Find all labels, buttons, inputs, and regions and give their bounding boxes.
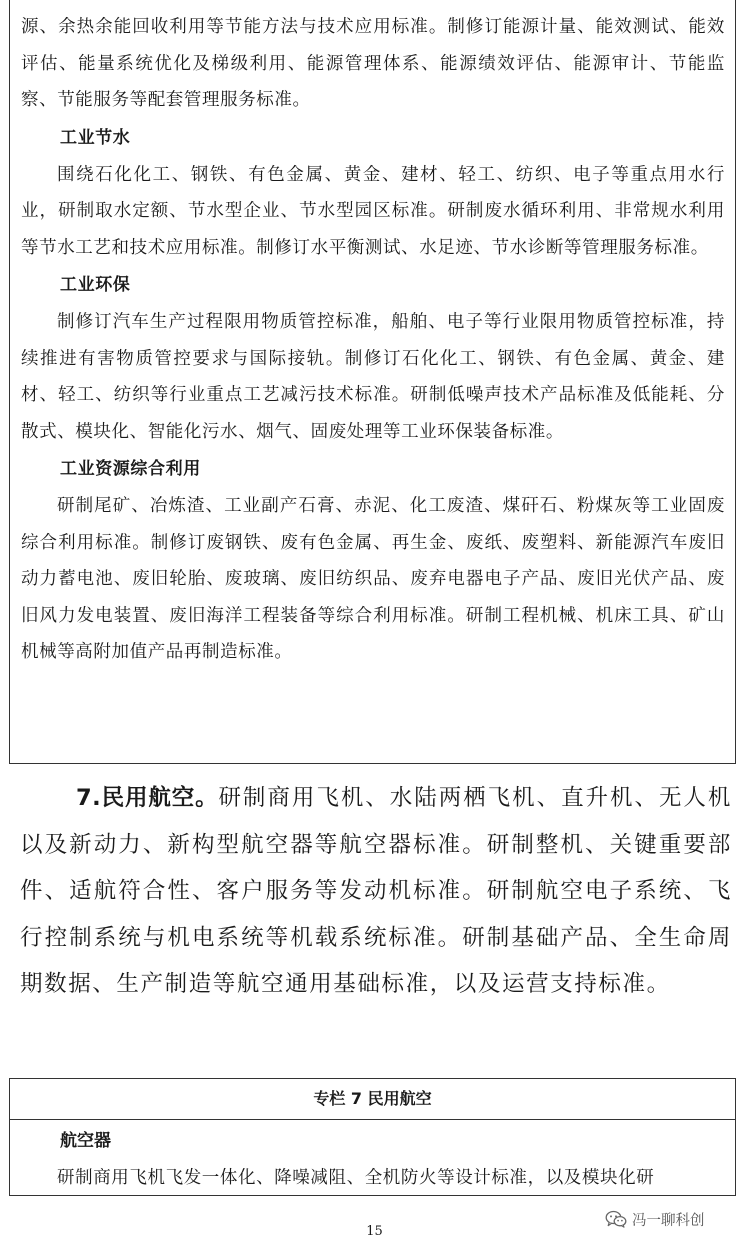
environmental-paragraph: 制修订汽车生产过程限用物质管控标准，船舶、电子等行业限用物质管控标准，持续推进有害物质管控要求与国际接轨。制修订石化化工、钢铁、有色金属、黄金、建材、轻工、纺织等行业重点工艺减污技术标准。研制低噪声技术产品标准及低能耗、分散式、模块化、智能化污水、烟气、固废处理等工业环保装备标准。 [21, 312, 725, 442]
aircraft-paragraph: 研制商用飞机飞发一体化、降噪减阻、全机防火等设计标准，以及模块化研 [57, 1168, 655, 1188]
section-heading-aircraft: 航空器 [60, 1131, 111, 1151]
wechat-icon [605, 1210, 627, 1228]
section-heading-environmental: 工业环保 [60, 275, 131, 295]
column-box-civil-aviation [9, 1078, 736, 1196]
civil-aviation-lead: 7.民用航空。 [76, 785, 219, 811]
resource-utilization-paragraph: 研制尾矿、冶炼渣、工业副产石膏、赤泥、化工废渣、煤矸石、粉煤灰等工业固废综合利用标准。制修订废钢铁、废有色金属、再生金、废纸、废塑料、新能源汽车废旧动力蓄电池、废旧轮胎、废玻璃、废旧纺织品、废弃电器电子产品、废旧光伏产品、废旧风力发电装置、废旧海洋工程装备等综合利用标准。研制工程机械、机床工具、矿山机械等高附加值产品再制造标准。 [21, 496, 725, 662]
column-box-continued [9, 0, 736, 764]
water-saving-paragraph: 围绕石化化工、钢铁、有色金属、黄金、建材、轻工、纺织、电子等重点用水行业，研制取水定额、节水型企业、节水型园区标准。研制废水循环利用、非常规水利用等节水工艺和技术应用标准。制修订水平衡测试、水足迹、节水诊断等管理服务标准。 [21, 164, 725, 258]
civil-aviation-body: 研制商用飞机、水陆两栖飞机、直升机、无人机以及新动力、新构型航空器等航空器标准。研制整机、关键重要部件、适航符合性、客户服务等发动机标准。研制航空电子系统、飞行控制系统与机电系统等机载系统标准。研制基础产品、全生命周期数据、生产制造等航空通用基础标准，以及运营支持标准。 [20, 785, 733, 997]
watermark-text: 冯一聊科创 [632, 1212, 705, 1229]
column-title: 专栏 7 民用航空 [10, 1079, 735, 1120]
section-heading-resource-utilization: 工业资源综合利用 [60, 459, 201, 479]
civil-aviation-paragraph [20, 775, 732, 1008]
energy-saving-paragraph: 源、余热余能回收利用等节能方法与技术应用标准。制修订能源计量、能效测试、能效评估、能量系统优化及梯级利用、能源管理体系、能源绩效评估、能源审计、节能监察、节能服务等配套管理服务标准。 [21, 17, 725, 110]
section-heading-water-saving: 工业节水 [60, 127, 131, 148]
page-number: 15 [366, 1224, 383, 1239]
watermark [605, 1206, 705, 1232]
